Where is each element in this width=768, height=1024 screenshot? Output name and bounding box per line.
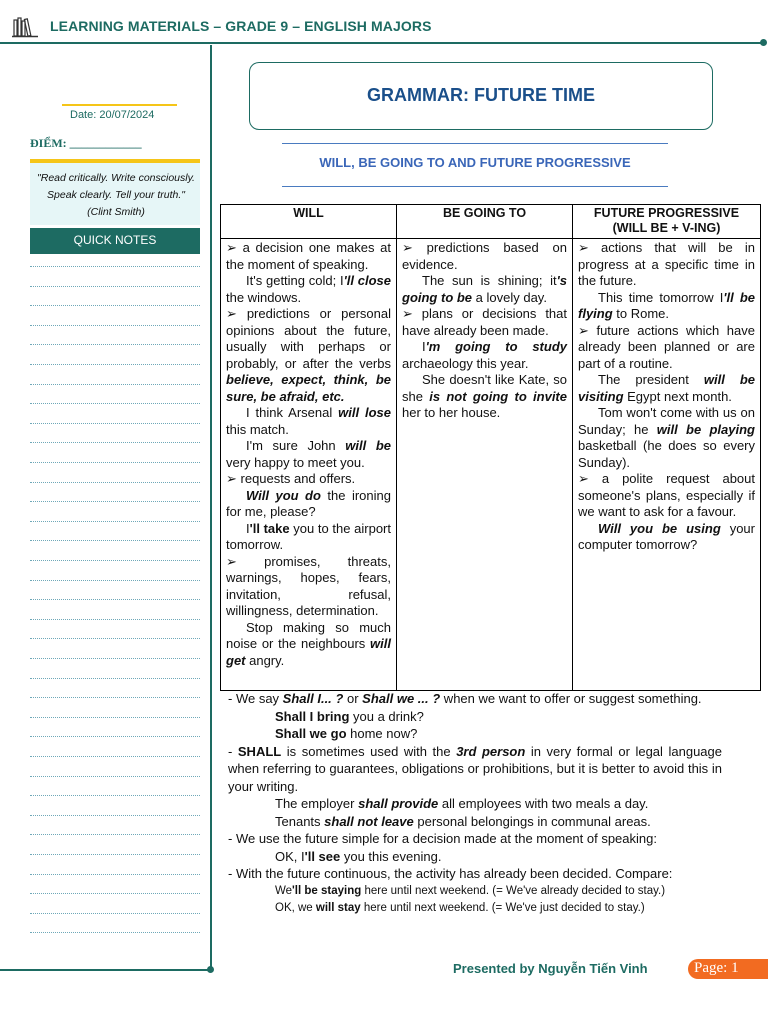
example-text: a lovely day. (472, 289, 547, 305)
example-verb: 'll close (343, 273, 391, 288)
header-title: LEARNING MATERIALS – GRADE 9 – ENGLISH MAJORS (50, 18, 432, 34)
example-text: to Rome. (612, 306, 670, 321)
will-example-2 (226, 405, 391, 438)
footer-rule (0, 969, 212, 971)
quick-notes-label: QUICK NOTES (73, 233, 157, 247)
example-verb: will be (345, 438, 391, 453)
example-text: angry. (245, 652, 285, 668)
will-example-5 (226, 521, 391, 554)
prog-use-1: ➢ actions that will be in progress at a specific time in the future. (578, 240, 755, 288)
note-line (30, 599, 200, 600)
note-keyword: Shall we go (275, 726, 347, 741)
note-line (30, 423, 200, 424)
note-line (30, 736, 200, 737)
note-line (30, 286, 200, 287)
example-text: It's getting cold; I (246, 273, 344, 288)
example-text: Egypt next month. (623, 388, 732, 404)
note-line (30, 482, 200, 483)
note-line (30, 619, 200, 620)
note-line (30, 560, 200, 561)
note-line (30, 384, 200, 385)
header-rule (0, 42, 762, 44)
going-to-column (397, 239, 573, 691)
use-verbs: believe, expect, think, be sure, be afraid, etc. (226, 372, 391, 404)
note-example-6 (228, 883, 722, 901)
prog-example-3 (578, 405, 755, 471)
books-icon (12, 16, 38, 38)
note-line (30, 521, 200, 522)
example-verb: will be playing (656, 421, 755, 437)
header-rule-dot (760, 39, 767, 46)
note-line (30, 462, 200, 463)
will-use-4: ➢ promises, threats, warnings, hopes, fears, invitation, refusal, willingness, determination. (226, 553, 391, 618)
example-verb: 'll take (249, 520, 290, 536)
note-text: - We say (228, 691, 283, 706)
prog-example-4 (578, 521, 755, 554)
going-use-1: ➢ predictions based on evidence. (402, 240, 567, 272)
note-line (30, 717, 200, 718)
table-header-row (221, 205, 761, 239)
example-text: the ironing for me, please? (226, 487, 391, 519)
prog-use-3: ➢ a polite request about someone's plans, especially if we want to ask for a favour. (578, 471, 755, 519)
note-keyword: Shall I bring (275, 708, 350, 724)
note-example-1 (228, 708, 722, 726)
example-verb: will get (226, 636, 391, 668)
note-keyword: Shall we ... ? (362, 691, 441, 706)
note-line (30, 501, 200, 502)
note-text: you this evening. (340, 848, 442, 864)
example-text: you to the airport tomorrow. (226, 520, 391, 552)
will-column (221, 239, 397, 691)
note-line (30, 697, 200, 698)
will-use-1: ➢ a decision one makes at the moment of speaking. (226, 240, 391, 272)
example-verb: 'm going to study (425, 339, 567, 354)
note-text: is sometimes used with the (281, 743, 457, 759)
note-line (30, 756, 200, 757)
note-text: here until next weekend. (= We've already decided to stay.) (361, 884, 666, 897)
page-title: GRAMMAR: FUTURE TIME (367, 85, 595, 105)
note-text: OK, we (275, 902, 316, 914)
page-number: Page: 1 (694, 960, 739, 976)
note-line (30, 540, 200, 541)
note-shall-offer (228, 690, 722, 708)
note-line (30, 678, 200, 679)
example-text: I'm sure John (246, 438, 346, 453)
example-text: this match. (226, 421, 289, 437)
note-example-7 (228, 900, 722, 918)
example-verb: Will you be using (598, 520, 721, 536)
will-use-2 (226, 306, 391, 405)
note-line (30, 874, 200, 875)
example-text: The sun is shining; it (422, 273, 557, 288)
note-text: here until next weekend. (= We've just decided to stay.) (360, 902, 645, 914)
note-line (30, 305, 200, 306)
note-line (30, 364, 200, 365)
note-text: The employer (275, 796, 359, 811)
note-line (30, 776, 200, 777)
note-text: personal belongings in communal areas. (413, 813, 651, 829)
note-keyword: will stay (315, 902, 361, 914)
header-future-progressive: FUTURE PROGRESSIVE (WILL BE + V-ING) (573, 205, 761, 239)
example-text: I (246, 520, 250, 536)
note-keyword: 'll be staying (292, 884, 362, 897)
note-keyword: shall provide (358, 796, 439, 811)
note-line (30, 266, 200, 267)
footer-rule-dot (207, 966, 214, 973)
will-example-4 (226, 488, 391, 521)
example-text: She doesn't like Kate, so she (402, 372, 567, 404)
example-text: I (422, 339, 426, 354)
example-verb: Will you do (246, 487, 321, 503)
usage-notes (228, 690, 722, 918)
note-line (30, 913, 200, 914)
page-subtitle: WILL, BE GOING TO AND FUTURE PROGRESSIVE (319, 155, 631, 170)
comparison-table (220, 204, 761, 691)
going-example-1 (402, 273, 567, 306)
note-text: you a drink? (349, 708, 424, 724)
date-label: Date: 20/07/2024 (70, 109, 155, 121)
date-accent-bar (62, 104, 177, 106)
will-example-1 (226, 273, 391, 306)
note-line (30, 893, 200, 894)
example-verb: will lose (338, 405, 391, 420)
note-future-continuous: - With the future continuous, the activity has already been decided. Compare: (228, 866, 673, 881)
note-future-simple: - We use the future simple for a decision made at the moment of speaking: (228, 831, 657, 846)
going-use-2: ➢ plans or decisions that have already been made. (402, 306, 567, 338)
note-keyword: 'll see (304, 848, 341, 864)
note-keyword: shall not leave (324, 813, 414, 829)
sidebar-divider (210, 45, 212, 970)
note-line (30, 403, 200, 404)
note-text: - (228, 743, 238, 759)
going-example-3 (402, 372, 567, 422)
example-text: archaeology this year. (402, 355, 529, 371)
example-text: the windows. (226, 289, 302, 305)
note-text: or (343, 691, 363, 706)
note-text: Tenants (275, 813, 325, 829)
note-shall-formal (228, 743, 722, 796)
note-line (30, 638, 200, 639)
header-going-to: BE GOING TO (397, 205, 573, 239)
note-text: in very formal or legal language when referring to guarantees, obligations or prohibitions, but it is better to avoid this in your writing. (228, 743, 722, 794)
example-text: This time tomorrow I (598, 289, 724, 305)
note-line (30, 442, 200, 443)
note-text: OK, I (275, 848, 305, 864)
example-text: basketball (he does so every Sunday). (578, 438, 755, 470)
example-verb: is not going to invite (429, 388, 567, 404)
example-verb: 's going to be (402, 273, 567, 305)
note-example-4 (228, 813, 722, 831)
note-text: home now? (346, 726, 418, 741)
subtitle-rule-top (282, 143, 668, 144)
note-line (30, 932, 200, 933)
quote-text: "Read critically. Write consciously. Speak clearly. Tell your truth." (Clint Smith) (37, 172, 195, 218)
table-body-row (221, 239, 761, 691)
note-line (30, 795, 200, 796)
score-field: ĐIỂM: ____________ (30, 136, 142, 150)
note-line (30, 815, 200, 816)
will-use-3: ➢ requests and offers. (226, 471, 356, 486)
note-line (30, 325, 200, 326)
note-line (30, 344, 200, 345)
note-example-5 (228, 848, 722, 866)
note-line (30, 580, 200, 581)
example-text: The president (598, 372, 704, 387)
note-line (30, 854, 200, 855)
note-line (30, 658, 200, 659)
prog-example-1 (578, 290, 755, 323)
going-example-2 (402, 339, 567, 372)
will-example-3 (226, 438, 391, 471)
note-text: when we want to offer or suggest something. (440, 691, 702, 706)
note-text: all employees with two meals a day. (438, 796, 649, 811)
progressive-column (573, 239, 761, 691)
header-will: WILL (221, 205, 397, 239)
note-example-2 (228, 725, 722, 743)
note-keyword: Shall I... ? (282, 691, 344, 706)
example-verb: will be visiting (578, 372, 755, 404)
example-text: her to her house. (402, 405, 501, 420)
note-text: We (275, 884, 293, 897)
note-example-3 (228, 795, 722, 813)
example-text: very happy to meet you. (226, 454, 365, 470)
prog-example-2 (578, 372, 755, 405)
note-line (30, 834, 200, 835)
example-text: Stop making so much noise or the neighbours (226, 619, 391, 651)
presenter-credit: Presented by Nguyễn Tiến Vinh (453, 961, 648, 976)
example-text: I think Arsenal (246, 405, 339, 420)
note-keyword: 3rd person (456, 743, 526, 759)
prog-use-2: ➢ future actions which have already been planned or are part of a routine. (578, 322, 755, 371)
example-text: your computer tomorrow? (578, 520, 755, 552)
subtitle-rule-bottom (282, 186, 668, 187)
will-example-6 (226, 620, 391, 670)
example-verb: 'll be flying (578, 289, 755, 321)
use-text: ➢ predictions or personal opinions about the future, usually with perhaps or probably, or after the verbs (226, 306, 391, 371)
example-text: Tom won't come with us on Sunday; he (578, 405, 755, 437)
note-keyword: SHALL (237, 743, 282, 759)
